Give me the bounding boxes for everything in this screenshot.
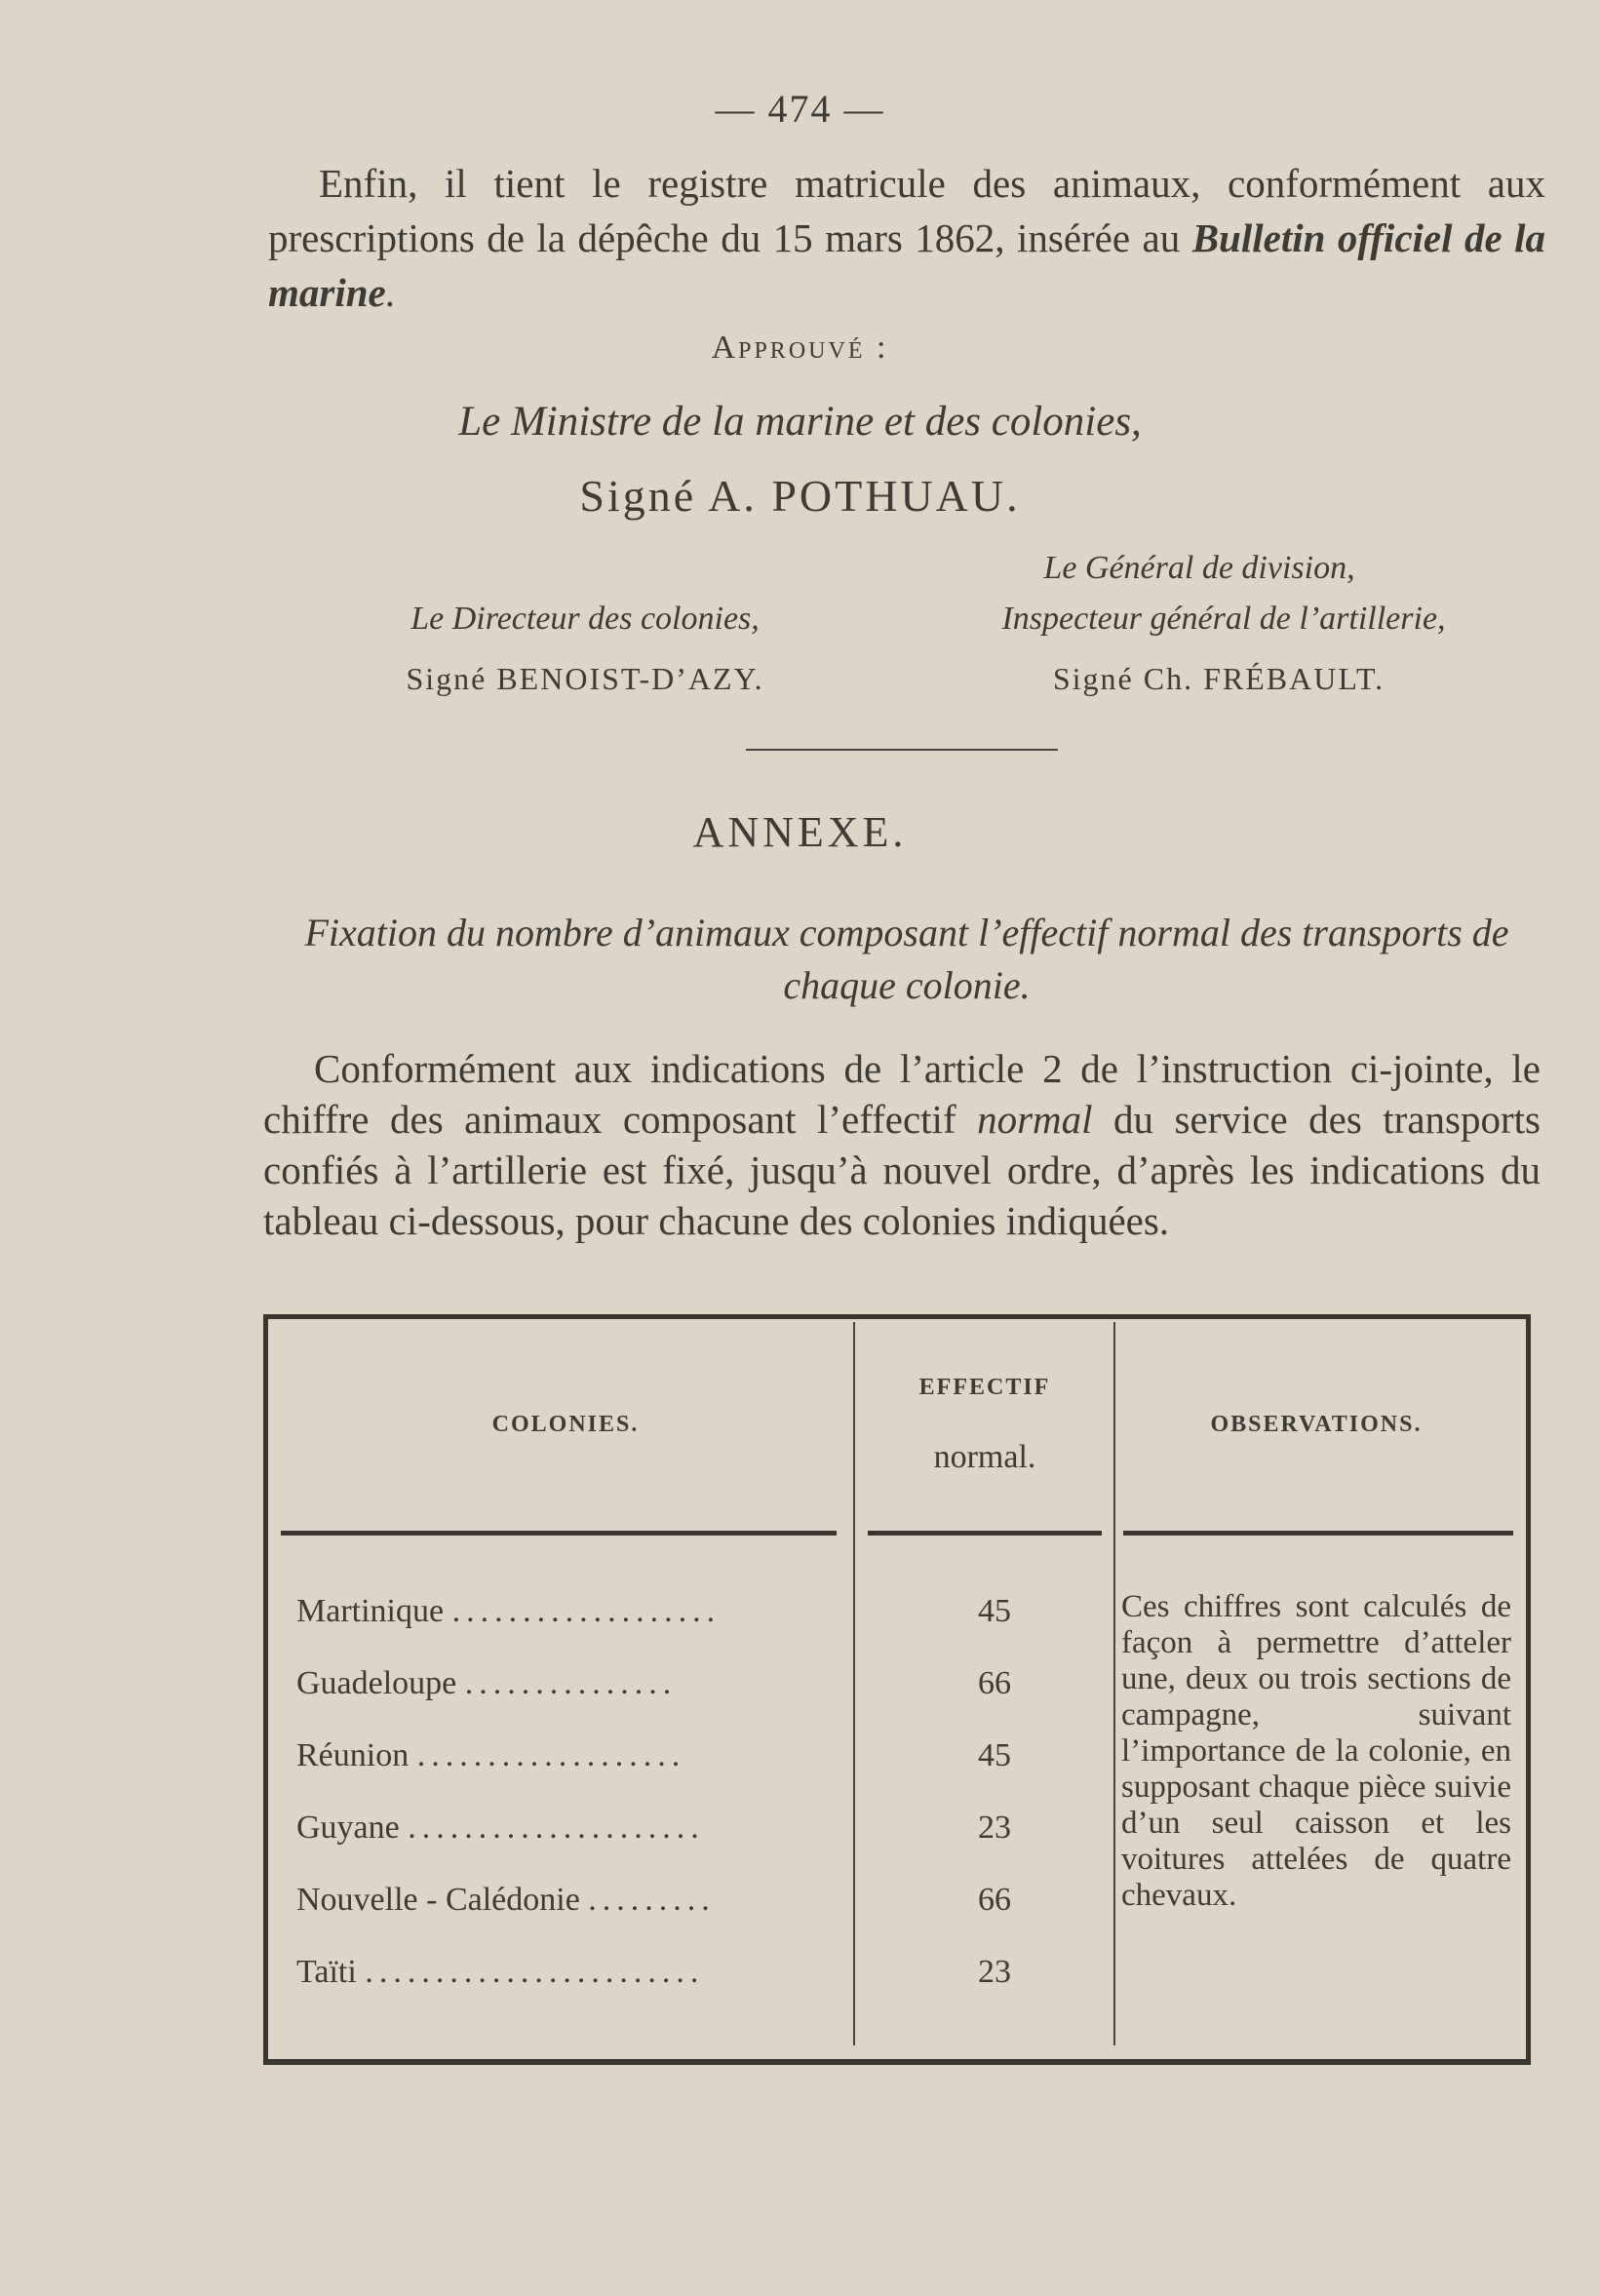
- table-row: [296, 1665, 862, 1712]
- table-row: [296, 1593, 862, 1640]
- normal-italic: normal: [977, 1097, 1093, 1142]
- table-row: [296, 1882, 862, 1928]
- bulletin-title: Bulletin officiel de la marine: [268, 215, 1545, 315]
- effectif-value: 66: [978, 1882, 1011, 1918]
- general-title-line1: Le Général de division,: [1043, 550, 1355, 586]
- ministre-title: Le Ministre de la marine et des colonies,: [458, 399, 1142, 445]
- header-observations: OBSERVATIONS.: [1210, 1412, 1423, 1437]
- paragraph-registre-end: .: [385, 270, 396, 315]
- paragraph-registre-text: Enfin, il tient le registre matricule des animaux, conformément aux prescriptions de la dépêche du 15 mars 1862, insérée au: [268, 161, 1545, 260]
- annexe-heading: ANNEXE.: [692, 808, 908, 856]
- general-title-line2: Inspecteur général de l’artillerie,: [1001, 601, 1446, 637]
- observation-text: Ces chiffres sont calculés de façon à permettre d’atteler une, deux ou trois sections de campagne, suivant l’importance de la colonie, en supposant chaque pièce suivie d’un seul caisson et les voitures attelées de quatre chevaux.: [1121, 1589, 1511, 1913]
- colonie-name: Guyane: [296, 1810, 400, 1846]
- leader-dots: ...................: [451, 1593, 722, 1629]
- colonie-name: Taïti: [296, 1954, 357, 1990]
- directeur-title: Le Directeur des colonies,: [410, 601, 760, 637]
- leader-dots: .....................: [408, 1810, 705, 1846]
- header-rule: [281, 1531, 837, 1536]
- effectif-value: 45: [978, 1593, 1011, 1629]
- header-normal: normal.: [933, 1439, 1036, 1475]
- leader-dots: ........................: [365, 1954, 705, 1990]
- approuve-heading: Approuvé :: [711, 330, 889, 366]
- colonie-name: Martinique: [296, 1593, 445, 1629]
- effectif-value: 23: [978, 1954, 1011, 1990]
- colonie-name: Nouvelle - Calédonie: [296, 1882, 580, 1918]
- annexe-subtitle: Fixation du nombre d’animaux composant l’effectif normal des transports de chaque colonie.: [304, 911, 1509, 1007]
- leader-dots: ...................: [416, 1737, 686, 1773]
- paragraph-registre: [268, 156, 1545, 320]
- leader-dots: ...............: [464, 1665, 678, 1701]
- signature-pothuau: Signé A. POTHUAU.: [579, 471, 1021, 521]
- effectif-value: 23: [978, 1810, 1011, 1846]
- leader-dots: .........: [588, 1882, 716, 1918]
- section-divider: [746, 749, 1058, 751]
- effectif-value: 66: [978, 1665, 1011, 1701]
- colonies-table: [263, 1314, 1531, 2065]
- paragraph-conformement: [263, 1043, 1541, 1246]
- colonie-name: Guadeloupe: [296, 1665, 457, 1701]
- header-effectif: EFFECTIF: [918, 1375, 1051, 1400]
- paragraph-conformement-before: Conformément aux indications de l’article 2 de l’instruction ci-jointe, le chiffre des animaux composant l’effectif: [263, 1046, 1541, 1142]
- header-colonies: COLONIES.: [491, 1412, 640, 1437]
- effectif-value: 45: [978, 1737, 1011, 1773]
- paragraph-conformement-after: du service des transports confiés à l’artillerie est fixé, jusqu’à nouvel ordre, d’après les indications du tableau ci-dessous, pour chacune des colonies indiquées.: [263, 1097, 1541, 1243]
- table-row: [296, 1810, 862, 1856]
- table-row: [296, 1737, 862, 1784]
- signature-benoist: Signé BENOIST-D’AZY.: [406, 661, 764, 696]
- page-number: — 474 —: [715, 87, 885, 131]
- colonie-name: Réunion: [296, 1737, 410, 1773]
- table-row: [296, 1954, 862, 2001]
- signature-frebault: Signé Ch. FRÉBAULT.: [1052, 661, 1385, 696]
- header-rule: [868, 1531, 1102, 1536]
- header-rule: [1123, 1531, 1513, 1536]
